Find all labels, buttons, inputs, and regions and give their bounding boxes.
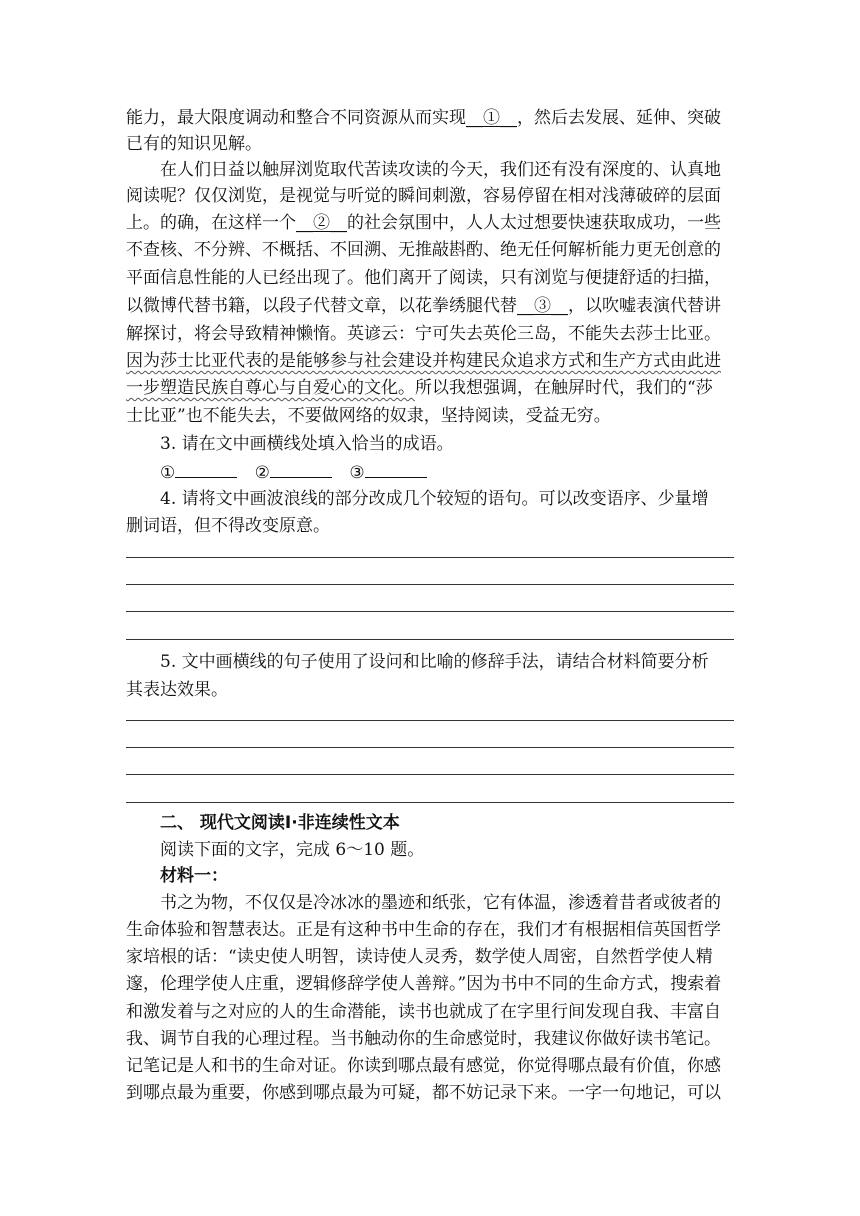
paragraph-line: [126, 378, 736, 398]
question-3-blanks: [160, 461, 770, 483]
paragraph-line: 阅读呢？仅仅浏览，是视觉与听觉的瞬间刺激，容易停留在相对浅薄破碎的层面: [126, 186, 721, 206]
paragraph-line-wavy: [126, 351, 736, 371]
paragraph-line: 在人们日益以触屏浏览取代苦读攻读的今天，我们还有没有深度的、认真地: [160, 160, 721, 180]
answer-line[interactable]: [126, 639, 734, 640]
blank-label: ①: [160, 463, 176, 483]
paragraph-line: 我、调节自我的心理过程。当书触动你的生命感觉时，我建议你做好读书笔记。: [126, 1029, 721, 1049]
paragraph-line: 平面信息性能的人已经出现了。他们离开了阅读，只有浏览与便捷舒适的扫描，: [126, 268, 721, 288]
answer-line[interactable]: [126, 611, 734, 612]
paragraph-line: 生命体验和智慧表达。正是有这种书中生命的存在，我们才有根据相信英国哲学: [126, 920, 721, 940]
text: 以微博代替书籍，以段子代替文章，以花拳绣腿代替: [126, 296, 517, 316]
blank-3: __③__: [517, 296, 568, 316]
paragraph-line: [126, 296, 736, 316]
answer-line[interactable]: [126, 802, 734, 803]
text: 上。的确，在这样一个: [126, 213, 296, 233]
answer-line[interactable]: [126, 584, 734, 585]
answer-line[interactable]: [126, 557, 734, 558]
question-5: 5. 文中画横线的句子使用了设问和比喻的修辞手法，请结合材料简要分析: [160, 652, 709, 672]
answer-blank-2[interactable]: [270, 461, 332, 478]
section-title: 二、 现代文阅读Ⅰ·非连续性文本: [160, 813, 400, 833]
paragraph-line: 士比亚”也不能失去，不要做网络的奴隶，坚持阅读，受益无穷。: [126, 406, 611, 426]
text: ，以吹嘘表演代替讲: [568, 296, 721, 316]
wavy-text: 因为莎士比亚代表的是能够参与社会建设并构建民众追求方式和生产方式由此进: [126, 351, 721, 371]
paragraph-line: 记笔记是人和书的生命对证。你读到哪点最有感觉，你觉得哪点最有价值，你感: [126, 1056, 721, 1076]
blank-1: __①__: [466, 108, 517, 128]
blank-label: ②: [254, 463, 270, 483]
question-4-cont: 删词语，但不得改变原意。: [126, 516, 330, 536]
material-label: 材料一：: [160, 866, 228, 886]
answer-blank-3[interactable]: [365, 461, 427, 478]
blank-2: __②__: [296, 213, 347, 233]
blank-label: ③: [349, 463, 365, 483]
answer-line[interactable]: [126, 774, 734, 775]
paragraph-line: 已有的知识见解。: [126, 134, 262, 154]
wavy-text: 一步塑造民族自尊心与自爱心的文化。: [126, 378, 415, 398]
paragraph-line: 书之为物，不仅仅是冷冰冰的墨迹和纸张，它有体温，渗透着昔者或彼者的: [160, 893, 721, 913]
paragraph-line: 解探讨，将会导致精神懒惰。英谚云：宁可失去英伦三岛，不能失去莎士比亚。: [126, 324, 721, 344]
question-4: 4. 请将文中画波浪线的部分改成几个较短的语句。可以改变语序、少量增: [160, 489, 709, 509]
paragraph-line: 邃，伦理学使人庄重，逻辑修辞学使人善辩。”因为书中不同的生命方式，搜索着: [126, 974, 722, 994]
paragraph-line: 到哪点最为重要，你感到哪点最为可疑，都不妨记录下来。一字一句地记，可以: [126, 1083, 721, 1103]
paragraph-line: [126, 108, 736, 128]
text: 能力，最大限度调动和整合不同资源从而实现: [126, 108, 466, 128]
paragraph-line: 和激发着与之对应的人的生命潜能，读书也就成了在字里行间发现自我、丰富自: [126, 1002, 721, 1022]
question-5-cont: 其表达效果。: [126, 680, 228, 700]
answer-line[interactable]: [126, 747, 734, 748]
paragraph-line: [126, 213, 736, 233]
text: 所以我想强调，在触屏时代，我们的“莎: [415, 378, 713, 398]
paragraph-line: 家培根的话：“读史使人明智，读诗使人灵秀，数学使人周密，自然哲学使人精: [126, 947, 713, 967]
answer-blank-1[interactable]: [175, 461, 237, 478]
paragraph-line: 不查核、不分辨、不概括、不回溯、无推敲斟酌、绝无任何解析能力更无创意的: [126, 240, 721, 260]
text: ，然后去发展、延伸、突破: [517, 108, 721, 128]
text: 的社会氛围中，人人太过想要快速获取成功，一些: [347, 213, 721, 233]
answer-line[interactable]: [126, 720, 734, 721]
question-3: 3. 请在文中画横线处填入恰当的成语。: [160, 434, 454, 454]
section-instruction: 阅读下面的文字，完成 6～10 题。: [160, 840, 425, 860]
